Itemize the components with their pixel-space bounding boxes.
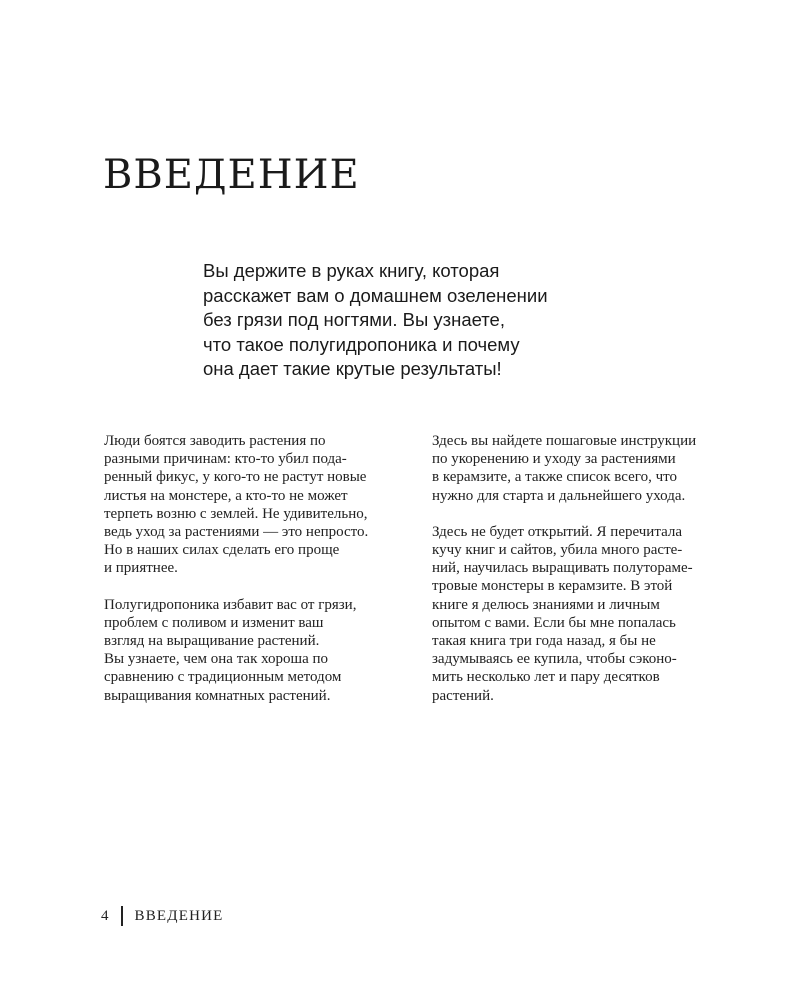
lead-line: она дает такие крутые результаты! [203,358,502,379]
body-paragraph [104,596,414,705]
text-line: кучу книг и сайтов, убила много расте- [432,542,683,559]
text-line: Полугидропоника избавит вас от грязи, [104,596,357,613]
text-line: листья на монстере, а кто-то не может [104,487,348,504]
text-line: книге я делюсь знаниями и личным [432,596,660,613]
lead-paragraph [203,259,623,382]
text-line: сравнению с традиционным методом [104,669,342,686]
running-title: ВВЕДЕНИЕ [134,907,224,924]
text-line: мить несколько лет и пару десятков [432,669,660,686]
text-line: Вы узнаете, чем она так хороша по [104,651,329,668]
left-column [104,432,414,723]
text-line: Люди боятся заводить растения по [104,433,326,449]
lead-line: без грязи под ногтями. Вы узнаете, [203,309,505,330]
lead-line: Вы держите в руках книгу, которая [203,260,500,281]
text-line: опытом с вами. Если бы мне попалась [432,614,676,631]
text-line: и приятнее. [104,560,178,577]
text-line: терпеть возню с землей. Не удивительно, [104,505,368,522]
text-line: ведь уход за растениями — это непросто. [104,524,369,541]
right-column [432,432,742,723]
page-number: 4 [101,907,109,924]
text-line: тровые монстеры в керамзите. В этой [432,578,673,595]
text-line: Здесь не будет открытий. Я перечитала [432,523,682,540]
text-line: задумываясь ее купила, чтобы сэконо- [432,651,677,668]
text-line: Здесь вы найдете пошаговые инструкции [432,433,697,449]
footer-divider [121,906,123,926]
lead-line: расскажет вам о домашнем озеленении [203,284,548,306]
text-line: нужно для старта и дальнейшего ухода. [432,487,686,504]
text-line: ний, научилась выращивать полутораме- [432,560,693,577]
text-line: взгляд на выращивание растений. [104,633,320,650]
text-line: по укоренению и уходу за растениями [432,451,676,468]
text-line: растений. [432,687,494,704]
text-line: Но в наших силах сделать его проще [104,542,340,559]
body-paragraph [432,523,742,705]
text-line: ренный фикус, у кого-то не растут новые [104,469,367,486]
text-line: такая книга три года назад, я бы не [432,633,656,650]
text-line: выращивания комнатных растений. [104,687,331,704]
chapter-title: ВВЕДЕНИЕ [103,152,360,198]
text-line: в керамзите, а также список всего, что [432,469,677,486]
body-paragraph [104,432,414,578]
text-line: разными причинам: кто-то убил пода- [104,451,347,468]
page-footer [101,904,224,928]
text-line: проблем с поливом и изменит ваш [104,614,324,631]
lead-line: что такое полугидропоника и почему [203,333,520,355]
body-paragraph [432,432,742,505]
